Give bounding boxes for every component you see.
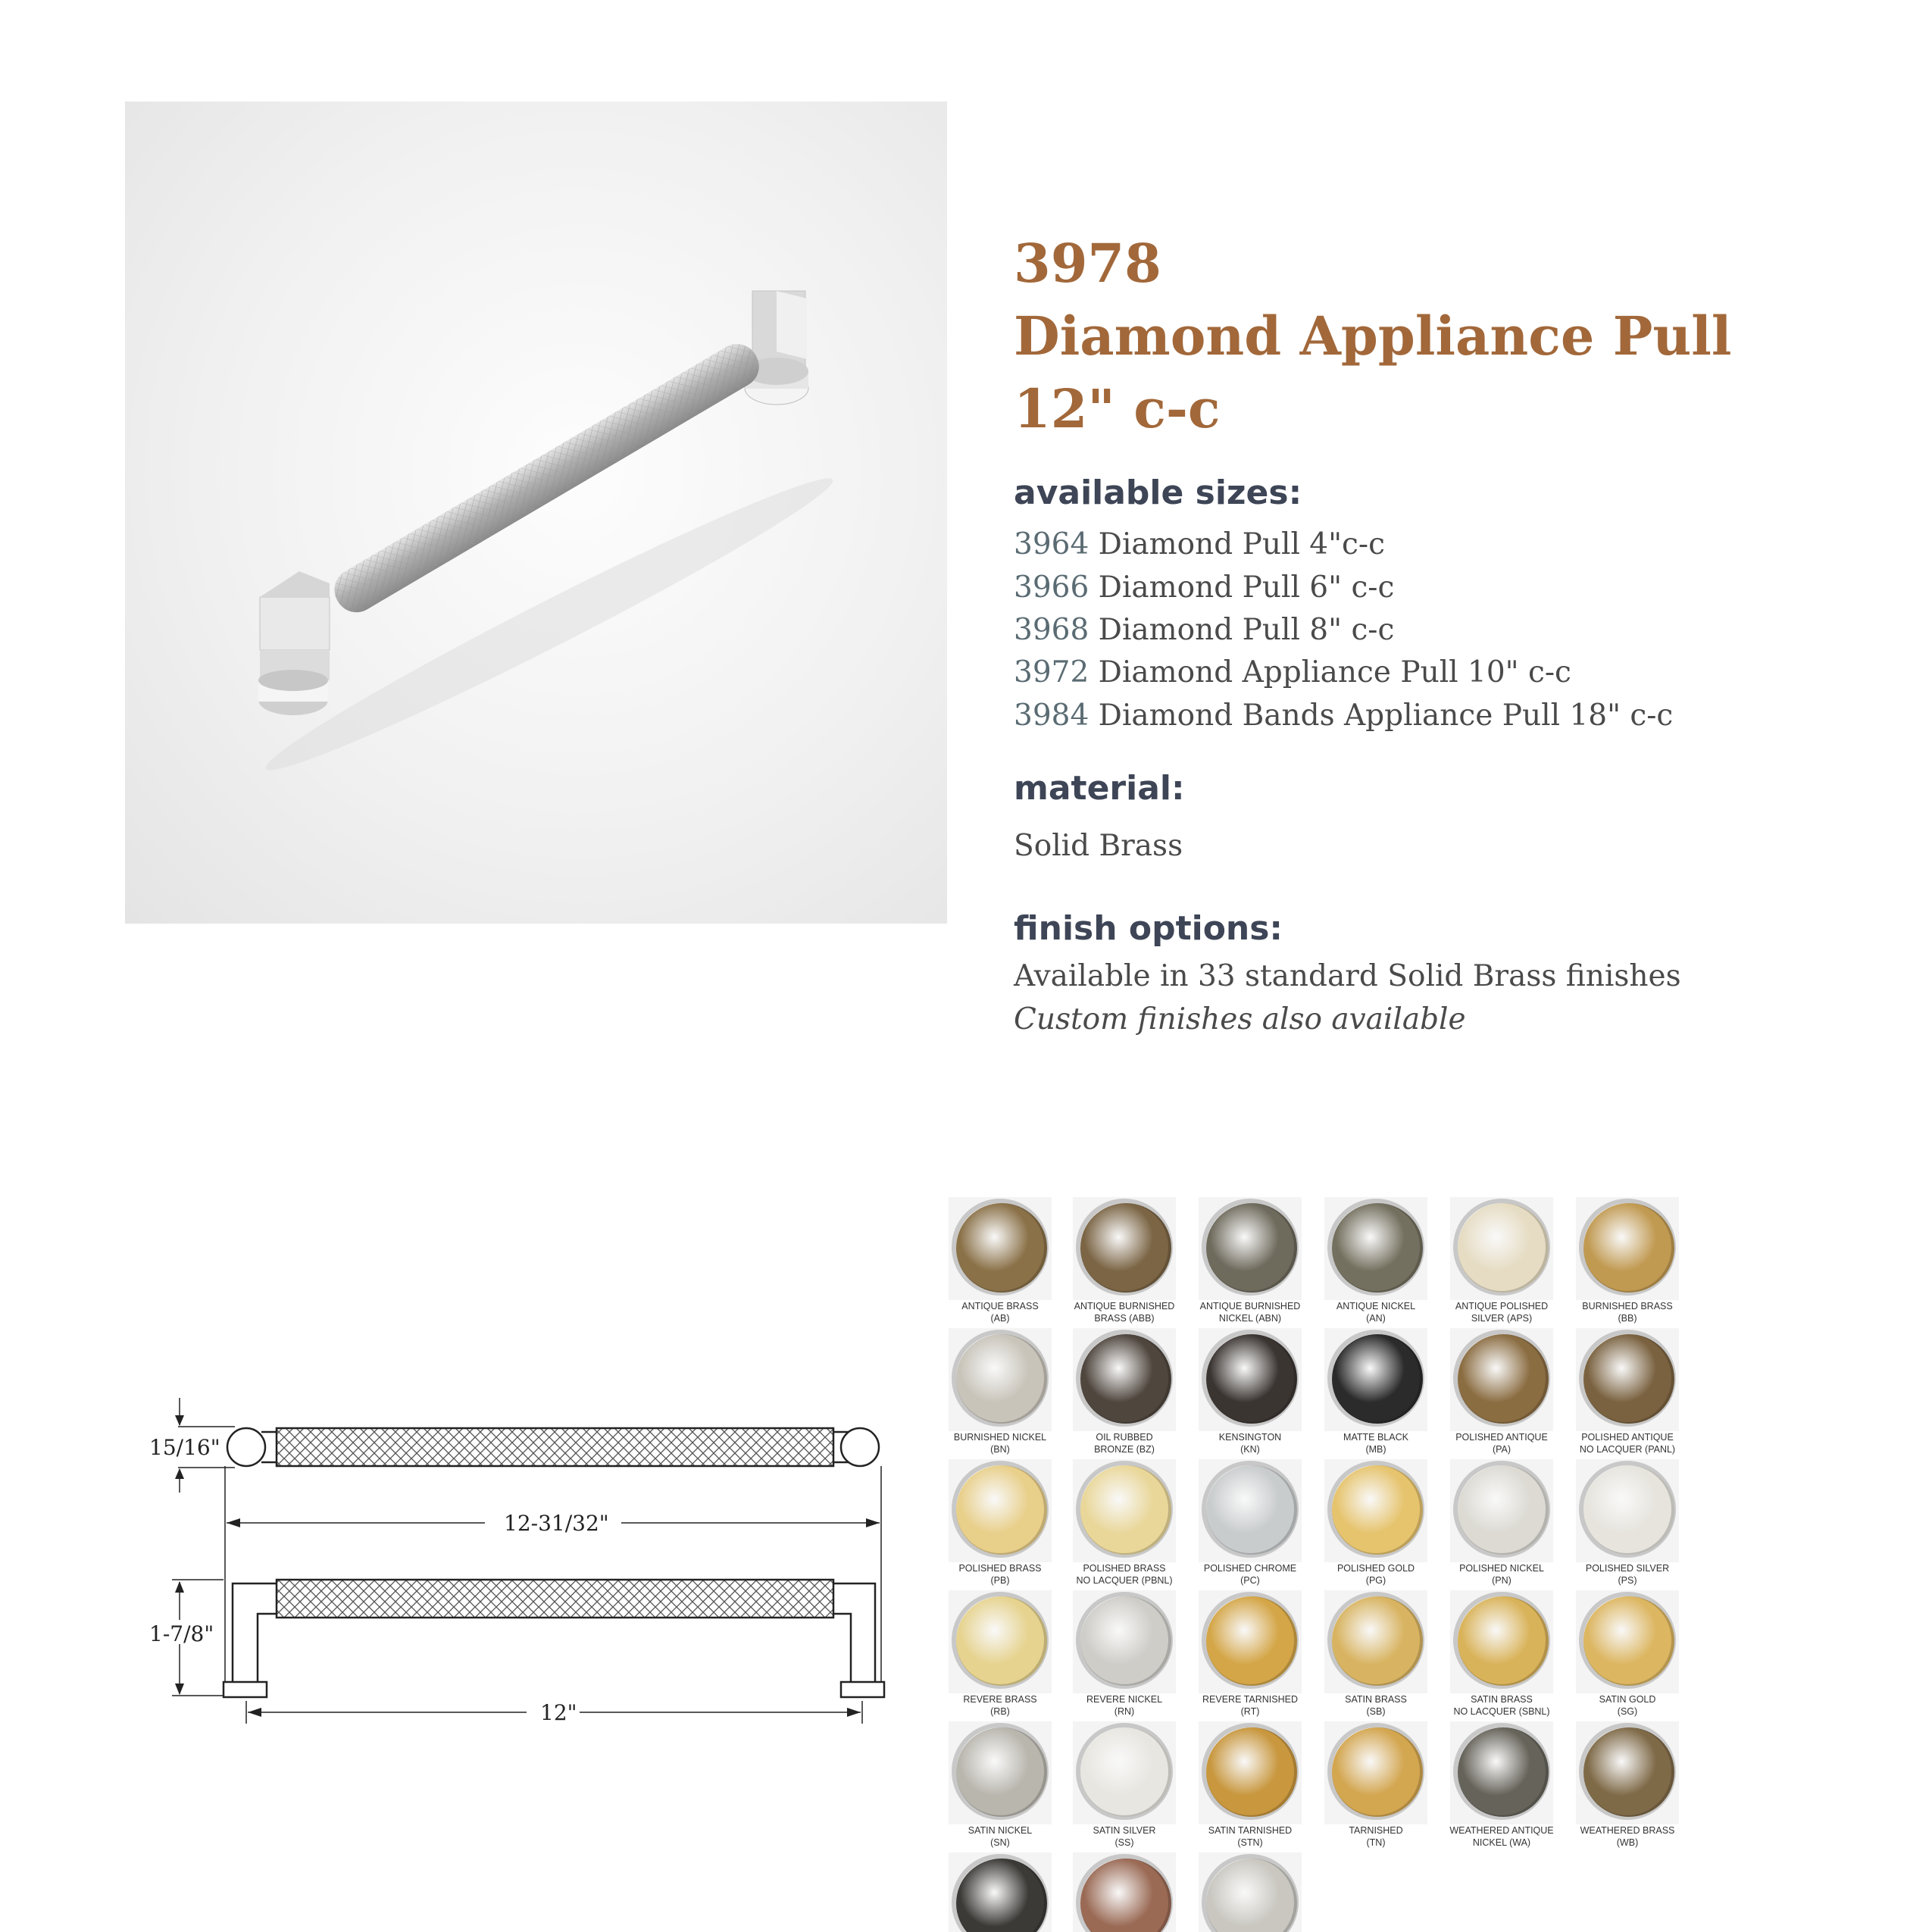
finish-knob-image [1450,1459,1553,1562]
finish-knob-image [1324,1459,1427,1562]
finish-label [1568,1300,1682,1324]
finish-name: POLISHED BRASS [958,1563,1042,1574]
finish-knob-image [1073,1852,1176,1932]
finish-knob-image [1199,1197,1302,1300]
finish-heading: finish options: [1014,909,1283,948]
knob-rim [1076,1723,1173,1820]
finish-code: (RB) [990,1706,1010,1717]
finish-knob-image [949,1721,1052,1824]
finish-knob-image [949,1852,1052,1932]
finish-custom-text: Custom finishes also available [1014,1002,1466,1036]
finish-label [1568,1562,1682,1587]
finish-knob-image [1576,1721,1679,1824]
finish-knob-image [1073,1328,1176,1431]
finish-name: POLISHED NICKEL [1459,1563,1544,1574]
finish-name: SATIN NICKEL [968,1825,1033,1836]
finish-swatch[interactable] [1574,1459,1680,1590]
knob-rim [1202,1592,1299,1689]
knob-rim [1579,1199,1676,1296]
knob-rim [1453,1592,1550,1689]
finish-name: REVERE NICKEL [1086,1694,1163,1705]
finish-code: NO LACQUER (PBNL) [1076,1575,1173,1586]
finish-label [1568,1824,1682,1849]
finish-code: BRONZE (BZ) [1094,1444,1155,1455]
finish-swatch[interactable] [947,1852,1053,1932]
knob-rim [952,1199,1049,1296]
finish-code: (SN) [990,1837,1010,1848]
finish-knob-image [1576,1459,1679,1562]
size-item[interactable] [1014,608,1394,652]
finish-name: POLISHED BRASS [1083,1563,1166,1574]
finish-swatch[interactable] [1574,1328,1680,1459]
finish-label [1568,1431,1682,1455]
finish-label [1317,1431,1435,1455]
finish-code: (STN) [1237,1837,1263,1848]
top-view [227,1428,879,1466]
finish-swatch[interactable] [1323,1459,1429,1590]
knob-rim [1076,1854,1173,1932]
finish-knob-image [949,1590,1052,1693]
finish-name: MATTE BLACK [1343,1432,1408,1443]
projection-dimension: 1-7/8" [149,1621,214,1646]
finish-swatch[interactable] [1323,1197,1429,1328]
finish-swatch[interactable] [1197,1328,1303,1459]
knob-rim [952,1461,1049,1558]
dimension-drawing-svg [125,1379,905,1743]
finish-code: (PS) [1618,1575,1637,1586]
finish-name: POLISHED ANTIQUE [1581,1432,1674,1443]
finish-swatch[interactable] [947,1721,1053,1852]
finish-knob-image [1199,1590,1302,1693]
finish-knob-image [1450,1328,1553,1431]
finish-knob-image [1199,1721,1302,1824]
finish-code: (PB) [990,1575,1010,1586]
finish-swatch[interactable] [1071,1590,1177,1721]
finish-code: (SB) [1366,1706,1386,1717]
height-dimension: 15/16" [149,1435,220,1460]
finish-swatch[interactable] [1449,1328,1555,1459]
finish-name: SATIN BRASS [1345,1694,1407,1705]
finish-swatch[interactable] [1574,1590,1680,1721]
product-title: Diamond Appliance Pull 12" c-c [1014,305,1732,440]
knob-rim [1579,1330,1676,1427]
size-name: Diamond Pull 6" c-c [1098,571,1395,605]
finish-label [947,1562,1059,1587]
knob-rim [1327,1461,1424,1558]
size-name: Diamond Pull 8" c-c [1098,613,1395,647]
finish-code: (WB) [1616,1837,1639,1848]
finish-code: (PC) [1240,1575,1260,1586]
finish-name: POLISHED GOLD [1336,1563,1415,1574]
finish-name: WEATHERED ANTIQUE [1449,1825,1554,1836]
finish-code: NO LACQUER (PANL) [1579,1444,1676,1455]
finish-knob-image [1324,1328,1427,1431]
finish-swatch[interactable] [1323,1328,1429,1459]
finish-label [1065,1300,1183,1324]
finish-code: SILVER (APS) [1471,1313,1533,1324]
dimension-drawing [125,1379,905,1743]
sizes-heading: available sizes: [1014,474,1302,512]
finish-label [1317,1824,1435,1849]
finish-label [1065,1431,1183,1455]
finish-code: (PA) [1492,1444,1512,1455]
size-code: 3968 [1014,613,1089,647]
finish-knob-image [1199,1852,1302,1932]
finish-knob-image [1073,1721,1176,1824]
finish-name: SATIN GOLD [1599,1694,1656,1705]
finish-label [1317,1300,1435,1324]
center-to-center-dimension: 12" [540,1700,577,1725]
finish-code: (PN) [1492,1575,1512,1586]
knob-rim [1076,1330,1173,1427]
finish-swatch[interactable] [947,1590,1053,1721]
finish-knob-image [1324,1590,1427,1693]
finish-name: WEATHERED BRASS [1580,1825,1675,1836]
finish-swatch[interactable] [1197,1197,1303,1328]
finish-label [1065,1562,1183,1587]
finish-knob-image [1576,1328,1679,1431]
knob-rim [1579,1592,1676,1689]
finish-code: (KN) [1240,1444,1260,1455]
finish-code: BRASS (ABB) [1094,1313,1155,1324]
finish-knob-image [1199,1328,1302,1431]
finish-code: (SS) [1114,1837,1134,1848]
material-heading: material: [1014,769,1185,808]
finish-label [1065,1824,1183,1849]
finish-label [1443,1431,1561,1455]
knob-rim [1076,1199,1173,1296]
finish-name: TARNISHED [1349,1825,1403,1836]
finish-name: POLISHED SILVER [1585,1563,1670,1574]
finish-label [1191,1431,1309,1455]
knob-rim [1453,1199,1550,1296]
finish-swatch[interactable] [1197,1721,1303,1852]
finish-name: ANTIQUE BURNISHED [1199,1301,1301,1311]
finish-label [1317,1693,1435,1718]
finish-code: (AB) [990,1313,1010,1324]
finish-name: SATIN BRASS [1471,1694,1533,1705]
finish-swatch[interactable] [947,1197,1053,1328]
front-view [224,1580,884,1697]
finish-code: (RT) [1240,1706,1260,1717]
knob-rim [1327,1199,1424,1296]
finish-code: (SG) [1617,1706,1638,1717]
finish-label [1317,1562,1435,1587]
finish-swatch[interactable] [1449,1590,1555,1721]
finish-knob-image [949,1197,1052,1300]
finish-knob-image [949,1459,1052,1562]
finish-label [1443,1824,1561,1849]
finish-label [1191,1824,1309,1849]
finish-name: KENSINGTON [1218,1432,1282,1443]
finish-knob-image [1450,1590,1553,1693]
product-sku: 3978 [1014,232,1161,295]
finish-knob-image [949,1328,1052,1431]
knob-rim [1076,1592,1173,1689]
finish-name: ANTIQUE POLISHED [1455,1301,1549,1311]
size-code: 3984 [1014,699,1089,733]
knob-rim [1202,1461,1299,1558]
finish-code: (PG) [1365,1575,1386,1586]
finish-swatch[interactable] [1071,1459,1177,1590]
knob-rim [1202,1199,1299,1296]
finish-name: REVERE TARNISHED [1202,1694,1298,1705]
finish-label [1191,1693,1309,1718]
finish-name: BURNISHED NICKEL [953,1432,1047,1443]
finish-name: POLISHED ANTIQUE [1455,1432,1548,1443]
product-info [1014,227,1885,1036]
size-name: Diamond Pull 4"c-c [1098,527,1385,561]
knob-rim [1327,1330,1424,1427]
finish-code: (BN) [990,1444,1010,1455]
knob-rim [1453,1330,1550,1427]
finish-knob-image [1073,1590,1176,1693]
size-item[interactable] [1014,651,1571,694]
finish-swatch[interactable] [1323,1590,1429,1721]
size-item[interactable] [1014,694,1673,737]
finish-code: (MB) [1365,1444,1386,1455]
finish-name: SATIN TARNISHED [1208,1825,1293,1836]
size-code: 3964 [1014,527,1089,561]
finish-knob-image [1576,1197,1679,1300]
finish-code: (RN) [1114,1706,1135,1717]
finish-name: ANTIQUE NICKEL [1336,1301,1416,1311]
finish-code: (BB) [1618,1313,1637,1324]
product-photo [125,102,947,924]
finish-knob-image [1073,1459,1176,1562]
size-name: Diamond Bands Appliance Pull 18" c-c [1098,699,1674,733]
finish-label [1568,1693,1682,1718]
knob-rim [952,1330,1049,1427]
finish-swatch[interactable] [947,1459,1053,1590]
pull-photo-illustration [125,102,947,924]
finish-label [947,1824,1059,1849]
finish-code: NICKEL (ABN) [1218,1313,1282,1324]
finish-swatch[interactable] [1449,1459,1555,1590]
finish-name: POLISHED CHROME [1203,1563,1297,1574]
finish-knob-image [1450,1721,1553,1824]
finish-label [947,1693,1059,1718]
finish-swatch[interactable] [1323,1721,1429,1852]
finish-label [1443,1693,1561,1718]
finish-label [1065,1693,1183,1718]
size-name: Diamond Appliance Pull 10" c-c [1098,655,1571,689]
knob-rim [952,1592,1049,1689]
finish-knob-image [1324,1721,1427,1824]
knob-rim [1327,1592,1424,1689]
finish-swatch[interactable] [1197,1852,1303,1932]
finish-swatch[interactable] [1574,1721,1680,1852]
knob-rim [1202,1854,1299,1932]
finish-knob-image [1576,1590,1679,1693]
knob-rim [1453,1723,1550,1820]
finish-code: NO LACQUER (SBNL) [1453,1706,1550,1717]
knob-rim [1202,1723,1299,1820]
finish-swatch[interactable] [1071,1721,1177,1852]
finish-swatch[interactable] [947,1328,1053,1459]
finish-label [1191,1300,1309,1324]
finish-code: NICKEL (WA) [1472,1837,1531,1848]
finish-swatch-grid [947,1197,1682,1932]
knob-rim [1076,1461,1173,1558]
finish-label [947,1300,1059,1324]
size-item[interactable] [1014,523,1385,566]
finish-label [1191,1562,1309,1587]
knob-rim [952,1723,1049,1820]
finish-swatch[interactable] [1071,1197,1177,1328]
size-item[interactable] [1014,566,1394,609]
finish-standard-text: Available in 33 standard Solid Brass finishes [1014,959,1681,993]
finish-label [1443,1300,1561,1324]
overall-length-dimension: 12-31/32" [504,1511,609,1536]
finish-code: (AN) [1366,1313,1386,1324]
finish-label [1443,1562,1561,1587]
knob-rim [1327,1723,1424,1820]
knob-rim [952,1854,1049,1932]
finish-code: (TN) [1366,1837,1386,1848]
size-code: 3972 [1014,655,1089,689]
finish-knob-image [1324,1197,1427,1300]
finish-swatch[interactable] [1197,1459,1303,1590]
finish-knob-image [1199,1459,1302,1562]
finish-swatch[interactable] [1449,1197,1555,1328]
knob-rim [1579,1723,1676,1820]
finish-label [947,1431,1059,1455]
finish-name: ANTIQUE BURNISHED [1074,1301,1175,1311]
size-code: 3966 [1014,571,1089,605]
finish-swatch[interactable] [1197,1590,1303,1721]
finish-knob-image [1450,1197,1553,1300]
finish-swatch[interactable] [1071,1328,1177,1459]
knob-rim [1202,1330,1299,1427]
finish-swatch[interactable] [1574,1197,1680,1328]
finish-name: SATIN SILVER [1093,1825,1156,1836]
finish-name: OIL RUBBED [1096,1432,1153,1443]
knob-rim [1579,1461,1676,1558]
knob-rim [1453,1461,1550,1558]
finish-swatch[interactable] [1071,1852,1177,1932]
finish-name: REVERE BRASS [963,1694,1037,1705]
material-value: Solid Brass [1014,829,1183,863]
finish-name: ANTIQUE BRASS [961,1301,1039,1311]
finish-swatch[interactable] [1449,1721,1555,1852]
finish-knob-image [1073,1197,1176,1300]
finish-name: BURNISHED BRASS [1582,1301,1673,1311]
